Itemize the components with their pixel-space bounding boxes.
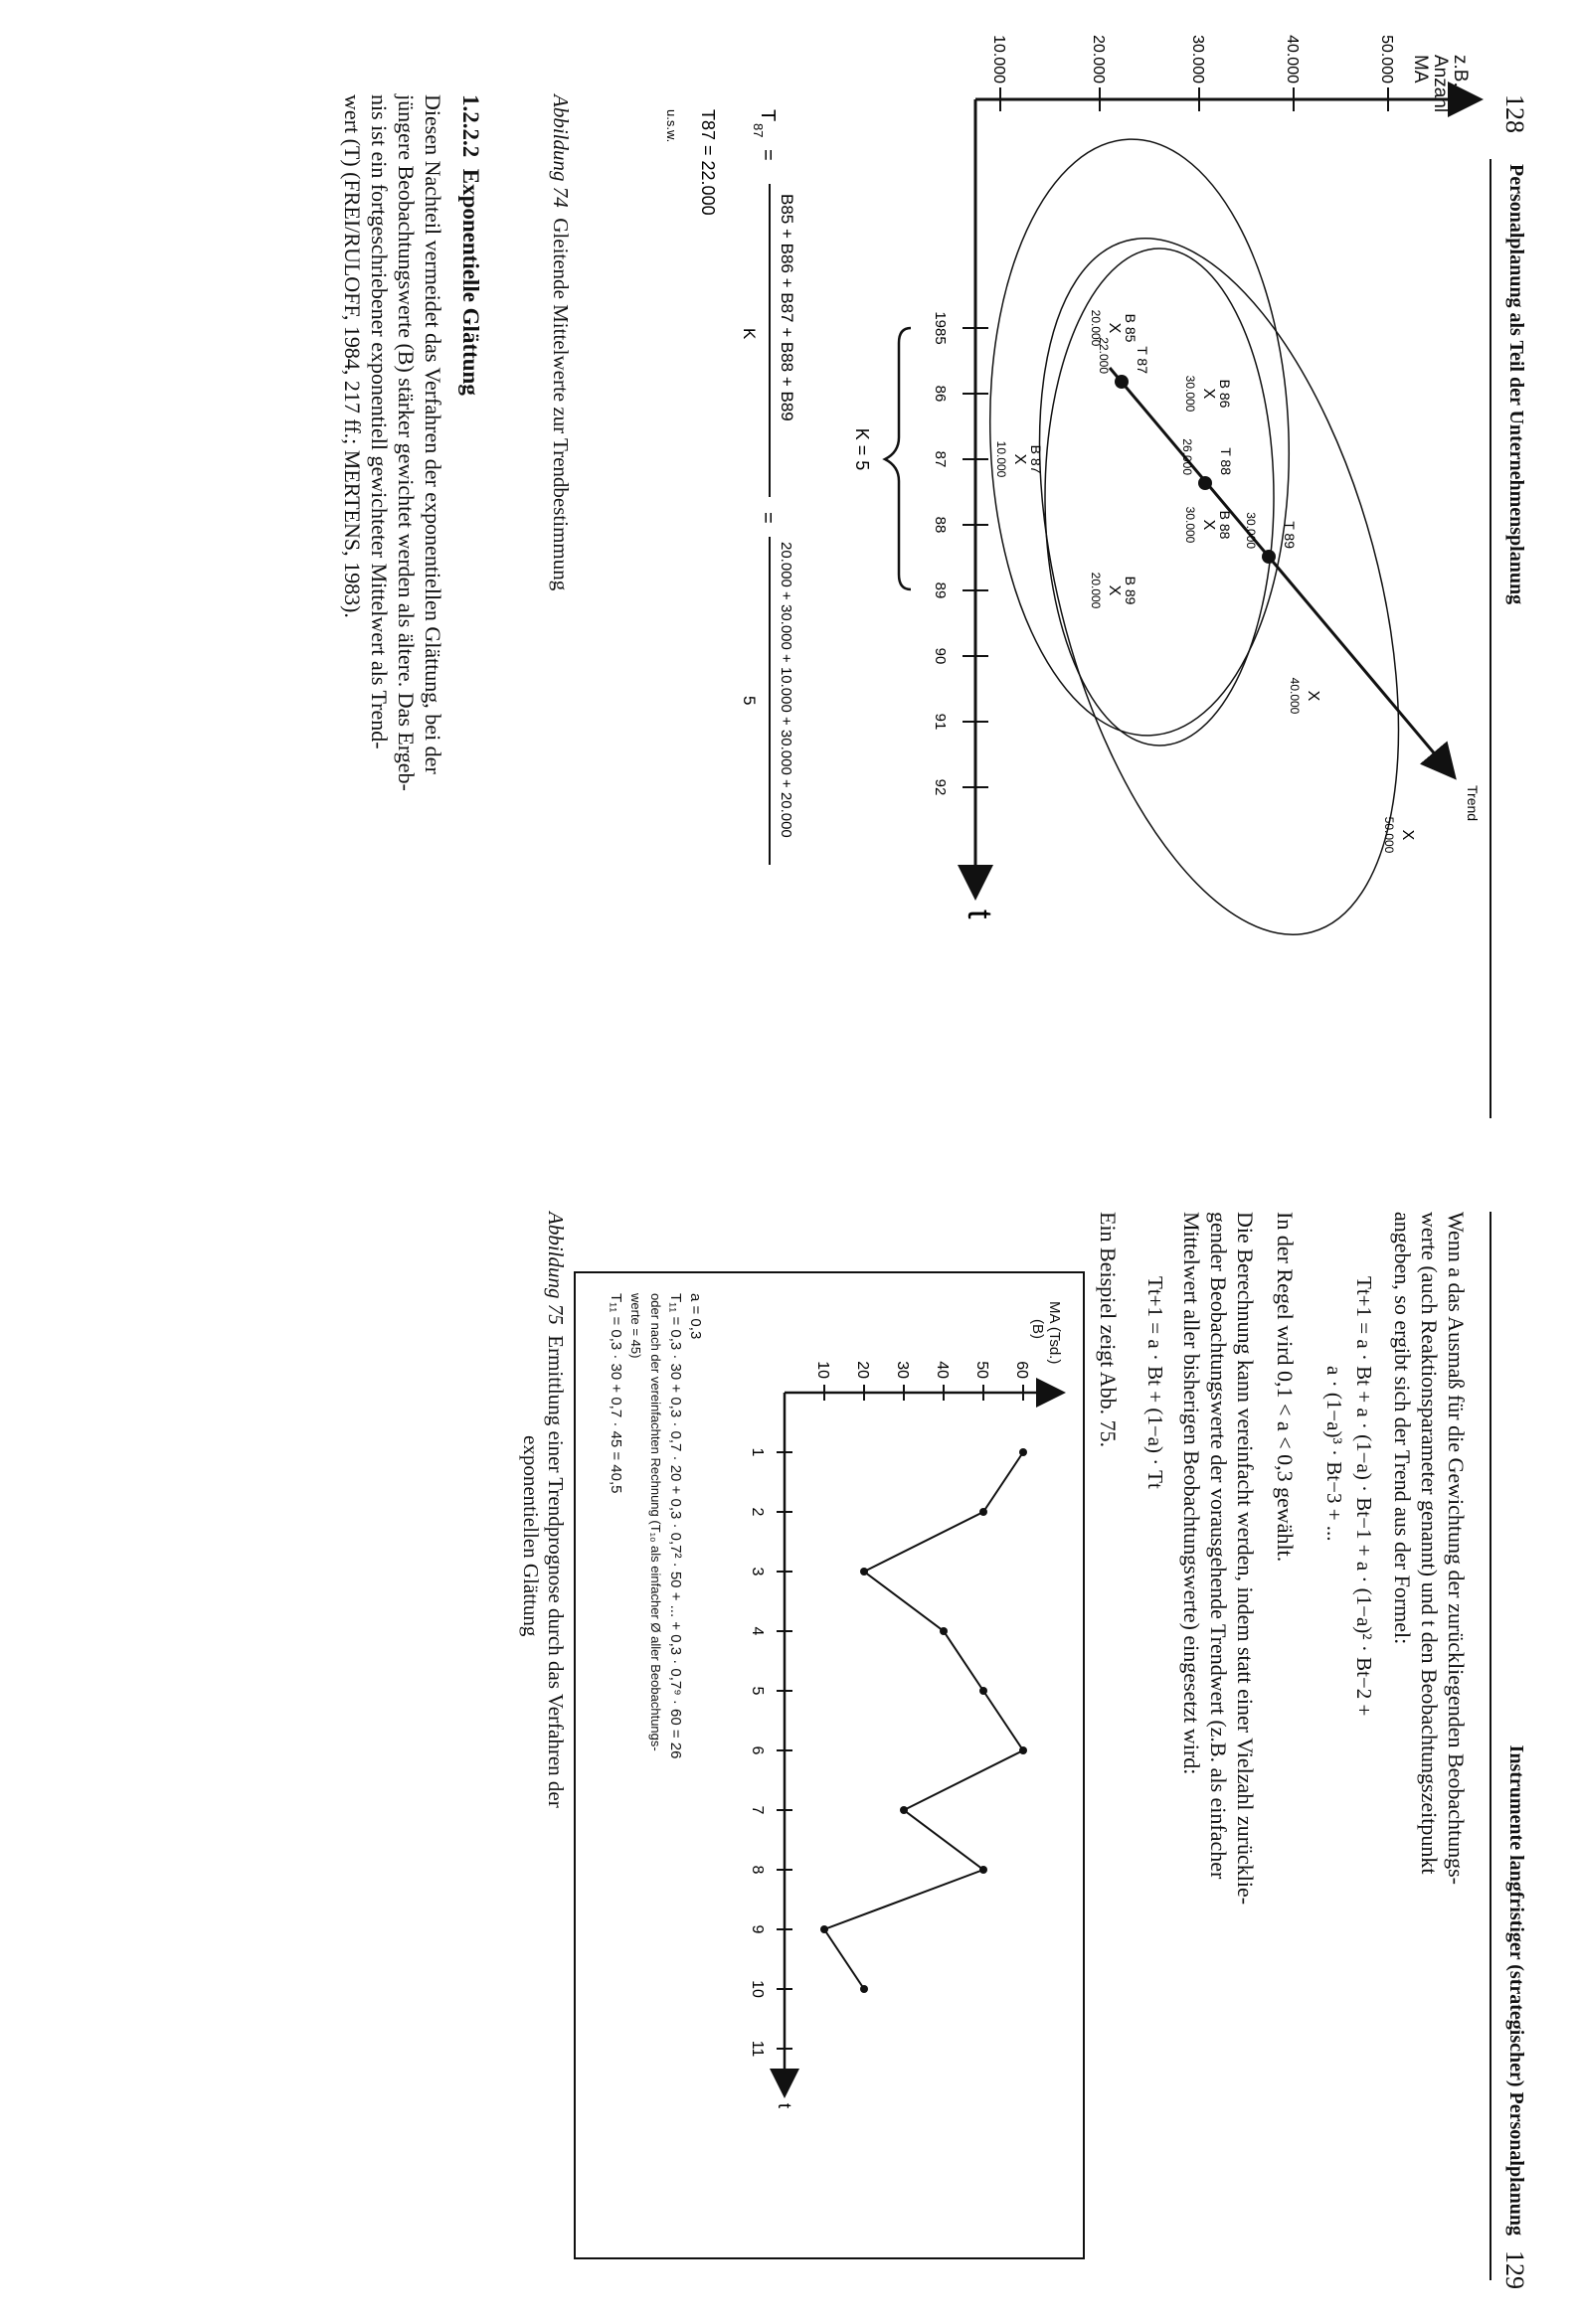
data-point [860, 1568, 868, 1576]
trend-point-87 [1115, 375, 1129, 389]
point-name: B 88 [1217, 510, 1233, 540]
calculation-block: a = 0,3 T₁₁ = 0,3 · 30 + 0,3 · 0,7 · 20 + 0,3 · 0,7² · 50 + ... + 0,3 · 0,7⁹ · 60 = 26 oder nach der vereinfachten Rechnung (T₁₀ als einfacher Ø aller Beobachtungs- werte = 45) T₁₁ = 0,3 · 30 + 0,7 · 45 = 40,5 [608, 1293, 704, 1759]
x-tick-label: 1 [749, 1447, 766, 1457]
svg-text:87: 87 [751, 123, 766, 138]
point-value: 30.000 [1183, 506, 1197, 544]
svg-text:u.s.w.: u.s.w. [664, 109, 679, 143]
point-value: 20.000 [1089, 572, 1103, 609]
y-tick-label: 40 [934, 1361, 951, 1379]
y-tick-label: 30 [894, 1361, 911, 1379]
point-name: B 87 [1028, 444, 1044, 474]
x-tick-label: 7 [749, 1805, 766, 1815]
x-axis-label: t [961, 910, 998, 919]
point-marker: X [1305, 690, 1321, 702]
point-marker: X [1106, 322, 1123, 334]
x-tick-label: 11 [749, 2040, 766, 2058]
window-ellipse-1 [980, 134, 1300, 741]
series-line [824, 1452, 1023, 1989]
y-axis-label: z.B. Anzahl MA [1410, 55, 1471, 113]
y-tick-label: 20 [854, 1361, 871, 1379]
page-129 [0, 1162, 1577, 2324]
figure-75-box [574, 1271, 1085, 2259]
x-tick-label: 8 [749, 1865, 766, 1875]
page-number: 129 [1500, 2250, 1529, 2289]
page-number: 128 [1500, 94, 1529, 133]
point-marker: X [1200, 519, 1217, 531]
data-point [1019, 1448, 1027, 1456]
window-ellipse-2 [1045, 249, 1274, 746]
x-tick-label: 89 [932, 581, 949, 599]
svg-text:5: 5 [740, 696, 759, 706]
running-head: Personalplanung als Teil der Unternehmensplanung [1505, 164, 1527, 605]
y-tick-label: 20.000 [1090, 35, 1107, 83]
trend-label: Trend [1465, 785, 1481, 822]
paragraph-1: Wenn a das Ausmaß für die Gewichtung der zurückliegenden Beobachtungs- werte (auch Reaktionsparameter genannt) und t den Beobachtungszeitpunkt angeben, so ergibt sich der Trend aus der Formel: [1390, 1212, 1469, 1885]
k-label: K = 5 [852, 427, 872, 471]
section-body: Diesen Nachteil vermeidet das Verfahren der exponentiellen Glättung, bei der jüngere Beobachtungswerte (B) stärker gewichtet werden als ältere. Das Ergeb- nis ist ein fortgeschriebener exponentiell gewichteter Mittelwert als Trend- wert (T) (FREI/RULOFF, 1984, 217 ff.; MERTENS, 1983). [340, 94, 445, 791]
data-point [940, 1627, 948, 1635]
data-point [979, 1687, 987, 1695]
svg-text:B85 + B86 + B87 + B88 + B89: B85 + B86 + B87 + B88 + B89 [778, 194, 796, 421]
formula-2: Tt+1 = a · Bt + (1−a) · Tt [1143, 1276, 1167, 1489]
x-tick-label: 5 [749, 1686, 766, 1696]
paragraph-3: Die Berechnung kann vereinfacht werden, indem statt einer Vielzahl zurücklie- gender Beobachtungswerte der vorausgehende Trendwert (z.B. als einfacher Mittelwert aller bisherigen Beobachtungswerte) eingesetzt wird: [1179, 1212, 1258, 1906]
x-tick-label: 1985 [932, 311, 949, 345]
y-tick-label: 50.000 [1378, 35, 1395, 83]
data-point [979, 1866, 987, 1874]
point-name: B 89 [1123, 576, 1139, 605]
point-value: 40.000 [1288, 677, 1302, 715]
point-value: 20.000 [1089, 309, 1103, 347]
point-marker: X [1399, 829, 1416, 841]
x-tick-label: 90 [932, 647, 949, 665]
svg-text:=: = [757, 149, 779, 161]
x-tick-label: 92 [932, 778, 949, 796]
caption-75: Abbildung 75 Ermittlung einer Trendprognose durch das Verfahren der exponentiellen Glättung [519, 1212, 568, 1808]
x-tick-label: 88 [932, 516, 949, 534]
trend-point-88 [1198, 476, 1212, 490]
point-name: B 86 [1217, 379, 1233, 409]
x-ticks [932, 311, 988, 795]
y-axis-label: MA (Tsd.) (B) [1029, 1301, 1063, 1365]
y-tick-label: 10.000 [990, 35, 1007, 83]
paragraph-4: Ein Beispiel zeigt Abb. 75. [1096, 1212, 1121, 1448]
section-heading: 1.2.2.2 Exponentielle Glättung [458, 94, 483, 396]
data-point [979, 1508, 987, 1516]
x-tick-label: 9 [749, 1924, 766, 1934]
point-marker: X [1106, 584, 1123, 596]
x-tick-label: 6 [749, 1745, 766, 1755]
point-marker: X [1011, 453, 1028, 465]
svg-text:=: = [757, 512, 779, 524]
trend-point-name: T 87 [1135, 346, 1150, 374]
svg-text:T: T [757, 109, 779, 122]
trend-point-value: 22.000 [1097, 337, 1111, 374]
paragraph-2: In der Regel wird 0,1 < a < 0,3 gewählt. [1273, 1212, 1298, 1563]
y-tick-label: 60 [1013, 1361, 1030, 1379]
point-marker: X [1200, 388, 1217, 400]
x-tick-label: 86 [932, 385, 949, 403]
data-point [900, 1806, 908, 1814]
y-tick-label: 50 [973, 1361, 990, 1379]
x-tick-label: 4 [749, 1626, 766, 1636]
data-point [1019, 1746, 1027, 1754]
data-point [860, 1985, 868, 1993]
running-head: Instrumente langfristiger (strategischer) Personalplanung [1505, 1744, 1527, 2236]
caption-74: Abbildung 74 Gleitende Mittelwerte zur Trendbestimmung [549, 94, 573, 591]
header-rule [1489, 1212, 1491, 2280]
trend-point-name: T 88 [1218, 447, 1234, 475]
point-value: 50.000 [1382, 816, 1396, 854]
x-axis-label: t [775, 2103, 794, 2109]
formula-1-line-1: Tt+1 = a · Bt + a · (1−a) · Bt−1 + a · (1−a)² · Bt−2 + [1352, 1276, 1376, 1717]
x-tick-label: 87 [932, 450, 949, 468]
y-tick-label: 30.000 [1189, 35, 1206, 83]
figure-74-moving-average-chart [443, 0, 1577, 1162]
y-tick-label: 10 [814, 1361, 831, 1379]
window-ellipse-3 [972, 200, 1465, 973]
svg-text:K: K [740, 328, 759, 340]
trend-point-value: 30.000 [1244, 512, 1258, 549]
svg-text:T87 = 22.000: T87 = 22.000 [698, 109, 718, 216]
y-tick-label: 40.000 [1284, 35, 1301, 83]
trend-point-name: T 89 [1282, 521, 1298, 549]
moving-average-formula [664, 109, 796, 865]
x-tick-label: 10 [749, 1980, 766, 1998]
point-value: 10.000 [994, 440, 1008, 478]
x-tick-label: 3 [749, 1567, 766, 1577]
trend-line [1110, 368, 1453, 775]
point-name: B 85 [1123, 313, 1139, 343]
trend-point-89 [1262, 550, 1276, 564]
point-labels [994, 310, 1416, 854]
k-brace [885, 328, 911, 589]
data-point [820, 1925, 828, 1933]
x-tick-label: 2 [749, 1507, 766, 1517]
point-value: 30.000 [1183, 375, 1197, 413]
formula-1-line-2: a · (1−a)³ · Bt−3 + ... [1322, 1366, 1346, 1542]
svg-text:20.000 + 30.000 + 10.000 + 30.: 20.000 + 30.000 + 10.000 + 30.000 + 20.000 [778, 542, 794, 838]
trend-point-value: 26.000 [1180, 438, 1194, 475]
x-tick-label: 91 [932, 713, 949, 731]
